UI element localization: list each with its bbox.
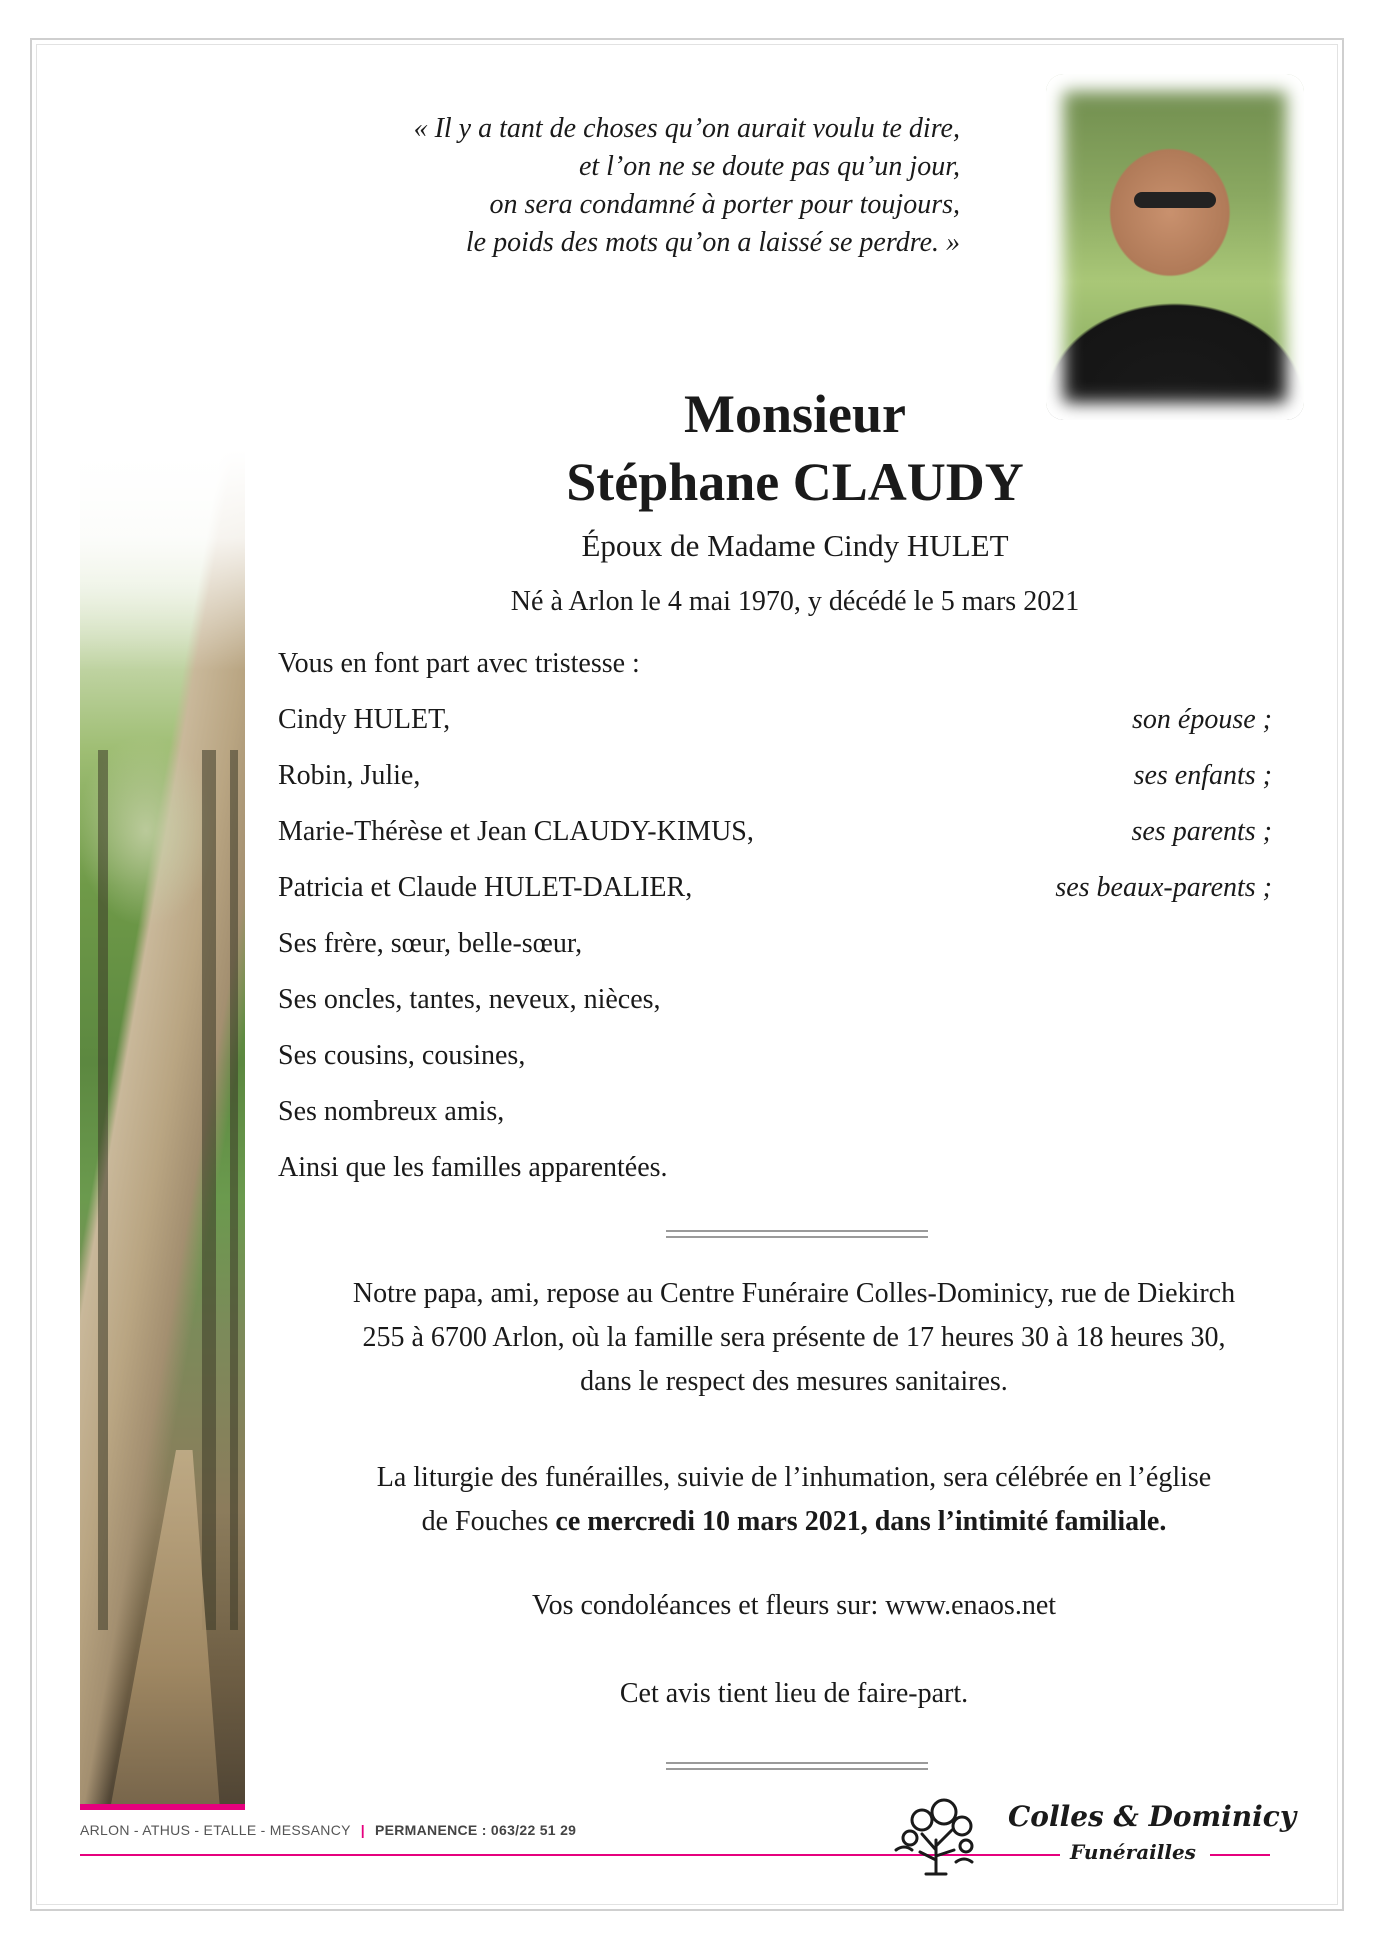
family-member: Patricia et Claude HULET-DALIER, [278,872,693,903]
footer-locations: ARLON - ATHUS - ETALLE - MESSANCY [80,1822,351,1838]
brand-name: Colles & Dominicy [1008,1800,1297,1833]
brand-accent-line [1210,1854,1270,1856]
rest-line: 255 à 6700 Arlon, où la famille sera présente de 17 heures 30 à 18 heures 30, [362,1322,1226,1353]
liturgy-line: La liturgie des funérailles, suivie de l’inhumation, sera célébrée en l’église [376,1462,1212,1493]
family-relation: ses enfants ; [1133,760,1272,791]
list-item [278,1038,1272,1094]
quote-line: on sera condamné à porter pour toujours, [489,189,960,220]
footer-info [80,1822,576,1838]
rest-paragraph [270,1272,1318,1404]
family-member: Cindy HULET, [278,704,451,735]
list-item [278,982,1272,1038]
announcement-intro: Vous en font part avec tristesse : [278,648,640,679]
family-relation: son épouse ; [1132,704,1272,735]
accent-bar [80,1804,245,1810]
section-divider [666,1230,928,1238]
list-item [278,1094,1272,1150]
family-list [278,702,1272,1206]
family-member: Ses cousins, cousines, [278,1040,526,1071]
rest-line: Notre papa, ami, repose au Centre Funéraire Colles-Dominicy, rue de Diekirch [352,1278,1236,1309]
section-divider [666,1762,928,1770]
birth-death-line: Né à Arlon le 4 mai 1970, y décédé le 5 mars 2021 [510,586,1080,617]
family-member: Ses frère, sœur, belle-sœur, [278,928,583,959]
footer-separator: | [360,1822,365,1838]
family-relation: ses parents ; [1131,816,1272,847]
footer-permanence: PERMANENCE : 063/22 51 29 [375,1822,577,1838]
list-item [278,870,1272,926]
rest-line: dans le respect des mesures sanitaires. [580,1366,1008,1397]
family-member: Ses nombreux amis, [278,1096,505,1127]
liturgy-date: ce mercredi 10 mars 2021, dans l’intimité familiale. [555,1506,1167,1537]
list-item [278,814,1272,870]
quote-line: et l’on ne se doute pas qu’un jour, [578,151,960,182]
liturgy-paragraph [270,1456,1318,1544]
family-relation: ses beaux-parents ; [1055,872,1272,903]
quote-line: « Il y a tant de choses qu’on aurait voulu te dire, [413,113,960,144]
notice-line: Cet avis tient lieu de faire-part. [619,1678,969,1709]
list-item [278,1150,1272,1206]
family-member: Robin, Julie, [278,760,421,791]
family-member: Ainsi que les familles apparentées. [278,1152,668,1183]
brand-subtitle: Funérailles [1060,1840,1206,1864]
portrait-photo [1046,74,1304,420]
tree-logo-icon [886,1790,986,1876]
honorific: Monsieur [684,384,906,444]
quote-line: le poids des mots qu’on a laissé se perdre. » [465,227,960,258]
deceased-name: Stéphane CLAUDY [566,452,1024,512]
list-item [278,702,1272,758]
memorial-quote [260,110,960,262]
list-item [278,926,1272,982]
family-member: Marie-Thérèse et Jean CLAUDY-KIMUS, [278,816,754,847]
liturgy-line [270,1500,1318,1544]
liturgy-place: de Fouches [421,1506,556,1537]
forest-path-image [80,450,245,1810]
list-item [278,758,1272,814]
family-member: Ses oncles, tantes, neveux, nièces, [278,984,661,1015]
condolences-line: Vos condoléances et fleurs sur: www.enaos.net [531,1590,1057,1621]
spouse-line: Époux de Madame Cindy HULET [581,528,1009,563]
